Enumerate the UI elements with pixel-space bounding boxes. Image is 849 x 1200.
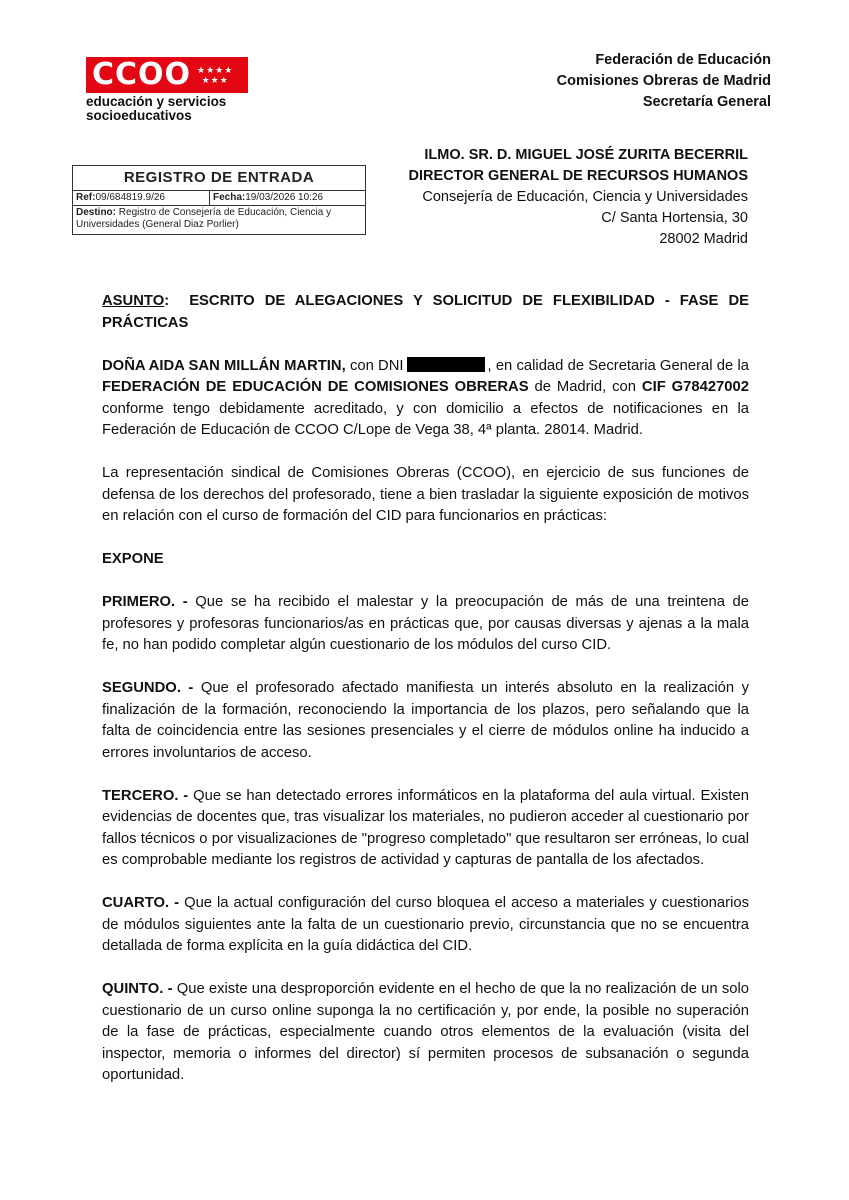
stars-bottom: ★★★: [201, 75, 229, 85]
point-label: SEGUNDO. -: [102, 680, 194, 696]
point-label: PRIMERO. -: [102, 594, 188, 610]
addressee-block: [409, 145, 748, 250]
registro-destino-label: Destino:: [76, 207, 116, 218]
addressee-department: Consejería de Educación, Ciencia y Universidades: [422, 189, 748, 205]
registro-stamp: [72, 165, 366, 235]
sender-line1: Federación de Educación: [595, 52, 771, 68]
point-cuarto: [102, 893, 749, 958]
point-primero: [102, 592, 749, 657]
logo-stars: [197, 65, 233, 85]
sender-block: [557, 50, 771, 113]
stars-top: ★★★★: [197, 65, 234, 75]
point-text: Que se ha recibido el malestar y la preocupación de más de una treintena de profesores y profesoras funcionarios/as en prácticas que, por causas diversas y ajenas a la mala fe, no han podido completar algún cuestionario de los módulos del curso CID.: [102, 594, 749, 653]
registro-fecha-value: 19/03/2026 10:26: [245, 192, 324, 203]
point-text: Que la actual configuración del curso bloquea el acceso a materiales y cuestionarios de módulos siguientes ante la falta de un cuestionario previo, circunstancia que no se encuentra detallada de forma explícita en la guía didáctica del CID.: [102, 895, 749, 954]
asunto-line: [102, 291, 749, 334]
intro-rest: conforme tengo debidamente acreditado, y con domicilio a efectos de notificaciones en la Federación de Educación de CCOO C/Lope de Vega 38, 4ª planta. 28014. Madrid.: [102, 400, 749, 438]
sender-line2: Comisiones Obreras de Madrid: [556, 73, 771, 89]
point-quinto: [102, 979, 749, 1087]
registro-destino: [73, 206, 365, 234]
point-label: TERCERO. -: [102, 787, 189, 804]
registro-destino-value: Registro de Consejería de Educación, Ciencia y Universidades (General Diaz Porlier): [76, 207, 332, 230]
addressee-city: 28002 Madrid: [659, 231, 748, 247]
intro-madrid: de Madrid, con: [534, 379, 636, 395]
point-text: Que el profesorado afectado manifiesta un interés absoluto en la realización y finalización de la formación, reconociendo la importancia de los plazos, pero señalando que la falta de coincidencia entre las sesiones presenciales y el cierre de módulos online ha inducido a errores involuntarios de acceso.: [102, 680, 749, 761]
asunto-text: ESCRITO DE ALEGACIONES Y SOLICITUD DE FLEXIBILIDAD - FASE DE PRÁCTICAS: [102, 293, 749, 331]
registro-fecha: [210, 191, 326, 205]
point-text: Que se han detectado errores informáticos en la plataforma del aula virtual. Existen evidencias de docentes que, tras visualizar los materiales, no pudieron acceder al cuestionario por fallos técnicos o por visualizaciones de "progreso completado" que resultaron ser erróneas, lo cual es comprobable mediante los registros de actividad y capturas de pantalla de los afectados.: [102, 787, 749, 868]
intro-federation: FEDERACIÓN DE EDUCACIÓN DE COMISIONES OBRERAS: [102, 379, 529, 395]
logo-subtitle: [86, 95, 266, 123]
registro-ref-label: Ref:: [76, 192, 96, 203]
addressee-title: DIRECTOR GENERAL DE RECURSOS HUMANOS: [408, 168, 748, 184]
asunto-label: ASUNTO: [102, 293, 165, 309]
letter-body: [102, 291, 749, 1087]
logo-letters: CCOO: [92, 57, 192, 92]
registro-ref-row: [73, 191, 365, 206]
asunto-colon: :: [164, 293, 170, 309]
redacted-dni: [407, 357, 485, 372]
intro-paragraph: [102, 356, 749, 442]
ccoo-logo: [86, 57, 248, 93]
point-segundo: [102, 678, 749, 764]
registro-title: REGISTRO DE ENTRADA: [73, 166, 365, 191]
intro-after-dni: , en calidad de Secretaria General de la: [487, 357, 749, 374]
intro-name: DOÑA AIDA SAN MILLÁN MARTIN,: [102, 357, 346, 374]
registro-fecha-label: Fecha:: [213, 192, 246, 203]
intro-dni-text: con DNI: [349, 357, 404, 374]
point-tercero: [102, 786, 749, 872]
intro-cif: CIF G78427002: [641, 379, 749, 395]
registro-ref: [73, 191, 210, 205]
point-text: Que existe una desproporción evidente en el hecho de que la no realización de un solo cuestionario de un curso online suponga la no certificación y, por ende, la posible no superación de la fase de prácticas, especialmente cuando otros elementos de la evaluación (visita del inspector, memoria o informes del director) sí permiten procesos de subsanación o segunda oportunidad.: [102, 981, 749, 1083]
representation-paragraph: La representación sindical de Comisiones Obreras (CCOO), en ejercicio de sus funciones de defensa de los derechos del profesorado, tiene a bien trasladar la siguiente exposición de motivos en relación con el curso de formación del CID para funcionarios en prácticas:: [102, 465, 749, 524]
addressee-street: C/ Santa Hortensia, 30: [601, 210, 748, 226]
registro-ref-value: 09/684819.9/26: [95, 192, 165, 203]
logo-subtitle-line1: educación y servicios: [86, 94, 227, 109]
addressee-name: ILMO. SR. D. MIGUEL JOSÉ ZURITA BECERRIL: [424, 147, 748, 163]
expone-heading: EXPONE: [102, 551, 164, 567]
sender-line3: Secretaría General: [642, 94, 771, 110]
logo-subtitle-line2: socioeducativos: [86, 108, 192, 123]
point-label: CUARTO. -: [102, 895, 180, 911]
point-label: QUINTO. -: [102, 981, 173, 997]
